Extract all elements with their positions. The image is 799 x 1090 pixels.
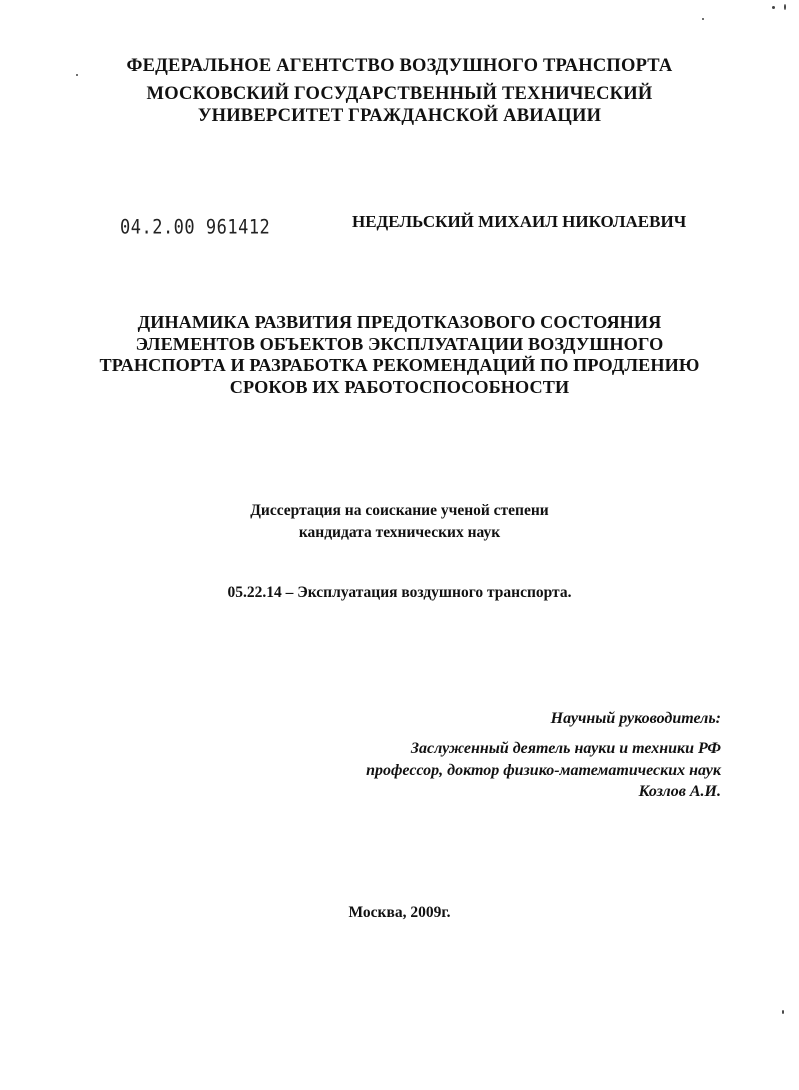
- title-line-3: ТРАНСПОРТА И РАЗРАБОТКА РЕКОМЕНДАЦИЙ ПО ПРОДЛЕНИЮ: [99, 355, 700, 375]
- degree-line-2: кандидата технических наук: [298, 524, 501, 541]
- scan-speck: [702, 18, 704, 20]
- title-line-4: СРОКОВ ИХ РАБОТОСПОСОБНОСТИ: [229, 377, 570, 397]
- degree-line-1: Диссертация на соискание ученой степени: [250, 502, 549, 519]
- supervisor-title-2: профессор, доктор физико-математических наук: [366, 762, 721, 779]
- author-name: НЕДЕЛЬСКИЙ МИХАИЛ НИКОЛАЕВИЧ: [352, 212, 687, 231]
- university-name-line-2: УНИВЕРСИТЕТ ГРАЖДАНСКОЙ АВИАЦИИ: [197, 106, 602, 126]
- scan-speck: [782, 1010, 784, 1014]
- registration-stamp: 04.2.00 961412: [120, 216, 271, 239]
- agency-name: ФЕДЕРАЛЬНОЕ АГЕНТСТВО ВОЗДУШНОГО ТРАНСПОРТА: [126, 56, 673, 76]
- supervisor-label: Научный руководитель:: [550, 710, 721, 727]
- scan-speck: [784, 4, 786, 10]
- scan-speck: [76, 74, 78, 76]
- supervisor-name: Козлов А.И.: [638, 783, 721, 800]
- title-line-2: ЭЛЕМЕНТОВ ОБЪЕКТОВ ЭКСПЛУАТАЦИИ ВОЗДУШНОГО: [135, 334, 664, 354]
- university-name-line-1: МОСКОВСКИЙ ГОСУДАРСТВЕННЫЙ ТЕХНИЧЕСКИЙ: [146, 84, 653, 104]
- city-year: Москва, 2009г.: [348, 904, 451, 921]
- scan-speck: [772, 6, 775, 9]
- supervisor-title-1: Заслуженный деятель науки и техники РФ: [410, 740, 721, 757]
- title-line-1: ДИНАМИКА РАЗВИТИЯ ПРЕДОТКАЗОВОГО СОСТОЯНИЯ: [137, 312, 662, 332]
- specialty-code: 05.22.14 – Эксплуатация воздушного транспорта.: [227, 584, 572, 601]
